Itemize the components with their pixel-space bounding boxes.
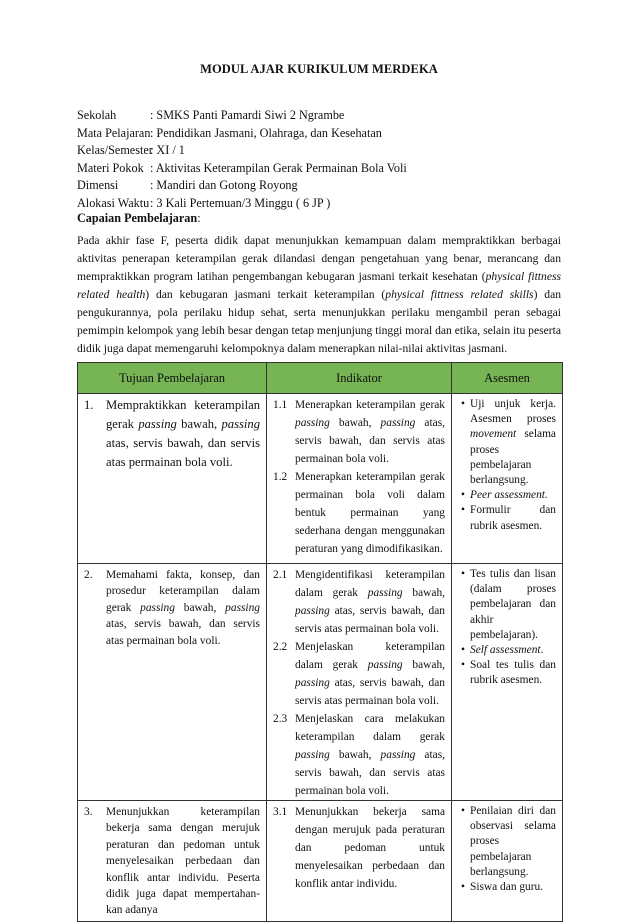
indikator-text: [295, 803, 445, 893]
text: bawah,: [329, 749, 381, 761]
asesmen-text: [470, 880, 556, 895]
indikator-number: 2.1: [273, 569, 288, 581]
text: Siswa dan guru.: [470, 881, 544, 894]
info-row: [77, 177, 407, 195]
tujuan-number: 1.: [84, 398, 94, 412]
text: Menunjukkan keterampilan bekerja sama dengan merujuk peraturan dan pedoman untuk menyelesaikan perbedaan dan konflik antar individu. Peserta didik juga dapat mempertahan-kan adanya: [106, 806, 260, 917]
italic-text: passing: [295, 749, 330, 761]
identity-block: [77, 107, 407, 213]
italic-text: passing: [295, 417, 330, 429]
capaian-text-2: ) dan kebugaran jasmani terkait keterampilan (: [145, 288, 386, 301]
tujuan-item: [78, 394, 266, 474]
asesmen-text: [470, 503, 556, 533]
text: Soal tes tulis dan rubrik asesmen.: [470, 659, 556, 687]
italic-text: passing: [295, 605, 330, 617]
indikator-cell: [267, 394, 452, 564]
info-label: Kelas/Semester: [77, 143, 153, 158]
asesmen-text: [470, 567, 556, 643]
text: Menjelaskan keterampilan dalam gerak: [295, 641, 445, 671]
text: Uji unjuk kerja. Asesmen proses: [470, 398, 556, 426]
info-row: [77, 160, 407, 178]
tujuan-item: [78, 801, 266, 921]
asesmen-text: [470, 804, 556, 880]
info-value: : SMKS Panti Pamardi Siwi 2 Ngrambe: [150, 108, 345, 122]
info-label: Materi Pokok: [77, 160, 144, 175]
indikator-number: 1.2: [273, 471, 288, 483]
indikator-item: [273, 396, 445, 468]
info-value: : XI / 1: [150, 143, 185, 158]
bullet-icon: •: [461, 805, 465, 817]
italic-text: passing: [140, 601, 175, 614]
asesmen-item: [456, 658, 556, 688]
text: Menunjukkan bekerja sama dengan merujuk pada peraturan dan pedoman untuk menyelesaikan perbedaan dan konflik antar individu.: [295, 806, 445, 890]
bullet-icon: •: [461, 659, 465, 672]
italic-text: passing: [380, 749, 416, 761]
indikator-item: [273, 468, 445, 558]
header-indikator: Indikator: [267, 363, 452, 394]
info-value: : Pendidikan Jasmani, Olahraga, dan Kesehatan: [150, 125, 382, 140]
bullet-icon: •: [461, 398, 465, 410]
text: Menerapkan keterampilan gerak permainan bola voli dalam bentuk permainan yang sederhana dengan menggunakan peraturan yang dimodifikasikan.: [295, 471, 445, 555]
indikator-item: [273, 803, 445, 893]
text: atas, servis bawah, dan servis atas permainan bola voli.: [295, 677, 445, 707]
asesmen-cell: [452, 394, 563, 564]
info-row: [77, 107, 407, 125]
document-title: MODUL AJAR KURIKULUM MERDEKA: [200, 62, 438, 76]
text: atas, servis bawah, dan servis atas permainan bola voli.: [106, 618, 260, 647]
text: selama proses pembelajaran berlangsung.: [470, 428, 556, 487]
learning-table: [77, 362, 563, 922]
info-label: Alokasi Waktu: [77, 195, 150, 210]
text: Menerapkan keterampilan gerak: [295, 399, 445, 411]
asesmen-item: [456, 488, 556, 503]
bullet-icon: •: [461, 881, 465, 894]
text: bawah,: [174, 601, 226, 614]
tujuan-number: 2.: [84, 569, 93, 581]
italic-text: passing: [295, 677, 330, 689]
header-tujuan: Tujuan Pembelajaran: [78, 363, 267, 394]
indikator-item: [273, 638, 445, 710]
capaian-heading: [77, 211, 201, 226]
info-label: Sekolah: [77, 108, 117, 122]
asesmen-item: [456, 643, 556, 658]
text: atas, servis bawah, dan servis atas permainan bola voli.: [295, 417, 445, 465]
capaian-paragraph: [77, 232, 561, 358]
indikator-number: 2.3: [273, 713, 288, 725]
indikator-text: [295, 468, 445, 558]
bullet-icon: •: [461, 504, 465, 517]
indikator-cell: [267, 801, 452, 922]
indikator-text: [295, 396, 445, 468]
capaian-text-1: Pada akhir fase F, peserta didik dapat menunjukkan kemampuan dalam mempraktikkan berbagai aktivitas penerapan keterampilan gerak dilandasi dengan pengetahuan yang benar, merancang dan mempraktikkan program latihan pengembangan kebugaran jasmani terkait kesehatan (: [77, 234, 561, 283]
asesmen-text: [470, 643, 556, 658]
indikator-text: [295, 638, 445, 710]
indikator-list: [267, 394, 451, 558]
indikator-number: 2.2: [273, 641, 288, 653]
table-header-row: [78, 363, 563, 394]
text: bawah,: [176, 417, 222, 431]
asesmen-item: [456, 503, 556, 533]
table-row: [78, 394, 563, 564]
asesmen-item: [456, 397, 556, 488]
asesmen-text: [470, 397, 556, 488]
text: Menjelaskan cara melakukan keterampilan dalam gerak: [295, 713, 445, 743]
text: atas, servis bawah, dan servis atas permainan bola voli.: [106, 436, 260, 469]
text: Penilaian diri dan observasi selama proses pembelajaran berlangsung.: [470, 805, 556, 878]
italic-text: passing: [380, 417, 416, 429]
text: .: [540, 644, 544, 657]
italic-text: passing: [225, 601, 260, 614]
italic-text: movement: [470, 428, 517, 441]
tujuan-text: [106, 567, 260, 649]
asesmen-list: [452, 801, 562, 895]
text: atas, servis bawah, dan servis atas permainan bola voli.: [295, 605, 445, 635]
bullet-icon: •: [461, 644, 465, 657]
asesmen-cell: [452, 801, 563, 922]
text: bawah,: [402, 659, 445, 671]
table-body: [78, 394, 563, 922]
asesmen-item: [456, 880, 556, 895]
asesmen-item: [456, 567, 556, 643]
bullet-icon: •: [461, 568, 465, 580]
capaian-heading-text: Capaian Pembelajaran: [77, 211, 198, 225]
indikator-list: [267, 564, 451, 800]
italic-text: passing: [367, 587, 403, 599]
italic-text: Self assessment: [470, 644, 541, 657]
asesmen-list: [452, 394, 562, 534]
asesmen-list: [452, 564, 562, 689]
indikator-number: 3.1: [273, 806, 288, 818]
info-label: Dimensi: [77, 178, 119, 193]
info-label: Mata Pelajaran: [77, 125, 151, 140]
tujuan-item: [78, 564, 266, 651]
indikator-item: [273, 710, 445, 800]
indikator-item: [273, 566, 445, 638]
tujuan-cell: [78, 564, 267, 801]
text: Tes tulis dan lisan (dalam proses pembelajaran dan akhir pembelajaran).: [470, 568, 556, 641]
bullet-icon: •: [461, 489, 465, 502]
indikator-cell: [267, 564, 452, 801]
tujuan-text: [106, 396, 260, 472]
info-value: : Aktivitas Keterampilan Gerak Permainan Bola Voli: [150, 160, 407, 175]
asesmen-item: [456, 804, 556, 880]
indikator-number: 1.1: [273, 399, 288, 411]
text: bawah,: [329, 417, 381, 429]
text: Mengidentifikasi keterampilan dalam gerak: [295, 569, 445, 599]
info-row: [77, 195, 407, 213]
text: atas, servis bawah, dan servis atas permainan bola voli.: [295, 749, 445, 797]
italic-text: passing: [138, 417, 177, 431]
text: bawah,: [402, 587, 445, 599]
indikator-text: [295, 566, 445, 638]
tujuan-cell: [78, 801, 267, 922]
asesmen-cell: [452, 564, 563, 801]
tujuan-number: 3.: [84, 806, 93, 818]
italic-text: passing: [221, 417, 260, 431]
info-row: [77, 125, 407, 143]
table-row: [78, 801, 563, 922]
capaian-italic-1: physical fittness related health: [77, 270, 561, 301]
italic-text: Peer assessment.: [470, 489, 548, 502]
asesmen-text: [470, 658, 556, 688]
indikator-text: [295, 710, 445, 800]
asesmen-text: [470, 488, 556, 503]
capaian-heading-colon: :: [197, 211, 201, 225]
info-row: [77, 142, 407, 160]
text: Memahami fakta, konsep, dan prosedur keterampilan dalam gerak: [106, 569, 260, 614]
header-asesmen: Asesmen: [452, 363, 563, 394]
info-value: : 3 Kali Pertemuan/3 Minggu ( 6 JP ): [150, 195, 331, 210]
capaian-text-3: ) dan pengukurannya, pola perilaku hidup sehat, serta menunjukkan perilaku mengambil peran sebagai pemimpin kelompok yang lebih besar dengan tetap menjunjung tinggi moral dan etika, selain itu peserta didik juga dapat memengaruhi kelompoknya dalam menerapkan nilai-nilai aktivitas jasmani.: [77, 288, 562, 355]
italic-text: passing: [367, 659, 403, 671]
text: Formulir dan rubrik asesmen.: [470, 504, 556, 532]
capaian-italic-2: physical fittness related skills: [385, 288, 534, 301]
table-row: [78, 564, 563, 801]
info-value: : Mandiri dan Gotong Royong: [150, 178, 298, 193]
text: Mempraktikkan keterampilan gerak: [106, 398, 260, 431]
indikator-list: [267, 801, 451, 893]
tujuan-cell: [78, 394, 267, 564]
